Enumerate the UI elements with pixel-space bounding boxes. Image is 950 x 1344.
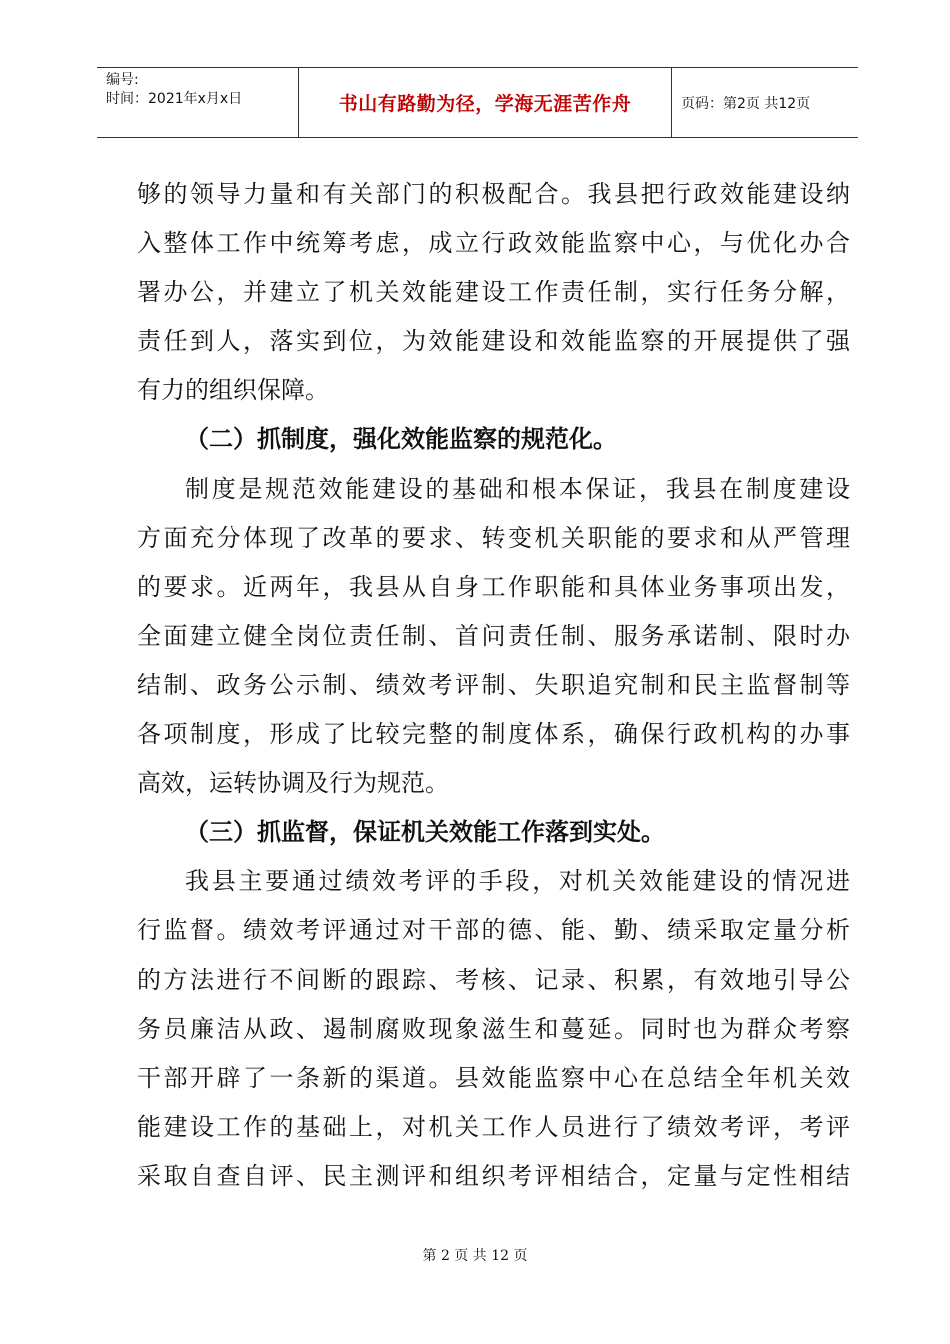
body-line: 行监督。绩效考评通过对干部的德、能、勤、绩采取定量分析 — [137, 916, 850, 945]
header-motto: 书山有路勤为径，学海无涯苦作舟 — [299, 68, 672, 137]
document-number-label: 编号: — [106, 72, 139, 88]
body-line: 够的领导力量和有关部门的积极配合。我县把行政效能建设纳 — [137, 180, 850, 208]
body-line: 能建设工作的基础上，对机关工作人员进行了绩效考评，考评 — [137, 1112, 850, 1141]
section-heading: （二）抓制度，强化效能监察的规范化。 — [185, 425, 617, 454]
body-line: 入整体工作中统筹考虑，成立行政效能监察中心，与优化办合 — [137, 229, 850, 258]
body-line: 有力的组织保障。 — [137, 376, 329, 405]
body-line: 高效，运转协调及行为规范。 — [137, 769, 449, 798]
page-footer: 第 2 页 共 12 页 — [422, 1248, 528, 1264]
document-body — [137, 170, 850, 1201]
section-heading: （三）抓监督，保证机关效能工作落到实处。 — [185, 818, 665, 847]
body-line: 的方法进行不间断的跟踪、考核、记录、积累，有效地引导公 — [137, 965, 850, 994]
body-line: 责任到人，落实到位，为效能建设和效能监察的开展提供了强 — [137, 327, 850, 356]
body-line: 干部开辟了一条新的渠道。县效能监察中心在总结全年机关效 — [137, 1063, 850, 1092]
document-time-label: 时间：2021年x月x日 — [106, 91, 243, 107]
body-line: 署办公，并建立了机关效能建设工作责任制，实行任务分解， — [137, 278, 850, 307]
body-line: 务员廉洁从政、遏制腐败现象滋生和蔓延。同时也为群众考察 — [137, 1014, 850, 1043]
body-line: 制度是规范效能建设的基础和根本保证，我县在制度建设 — [185, 474, 850, 503]
body-line: 的要求。近两年，我县从自身工作职能和具体业务事项出发， — [137, 572, 850, 601]
body-line: 我县主要通过绩效考评的手段，对机关效能建设的情况进 — [185, 867, 850, 896]
page-header — [97, 67, 858, 138]
body-line: 各项制度，形成了比较完整的制度体系，确保行政机构的办事 — [137, 720, 850, 749]
body-line: 结制、政务公示制、绩效考评制、失职追究制和民主监督制等 — [137, 670, 850, 699]
body-line: 采取自查自评、民主测评和组织考评相结合，定量与定性相结 — [137, 1161, 850, 1190]
body-line: 方面充分体现了改革的要求、转变机关职能的要求和从严管理 — [137, 523, 850, 552]
body-line: 全面建立健全岗位责任制、首问责任制、服务承诺制、限时办 — [137, 621, 850, 650]
header-meta — [97, 68, 299, 137]
header-page-info: 页码：第2页 共12页 — [681, 95, 811, 112]
